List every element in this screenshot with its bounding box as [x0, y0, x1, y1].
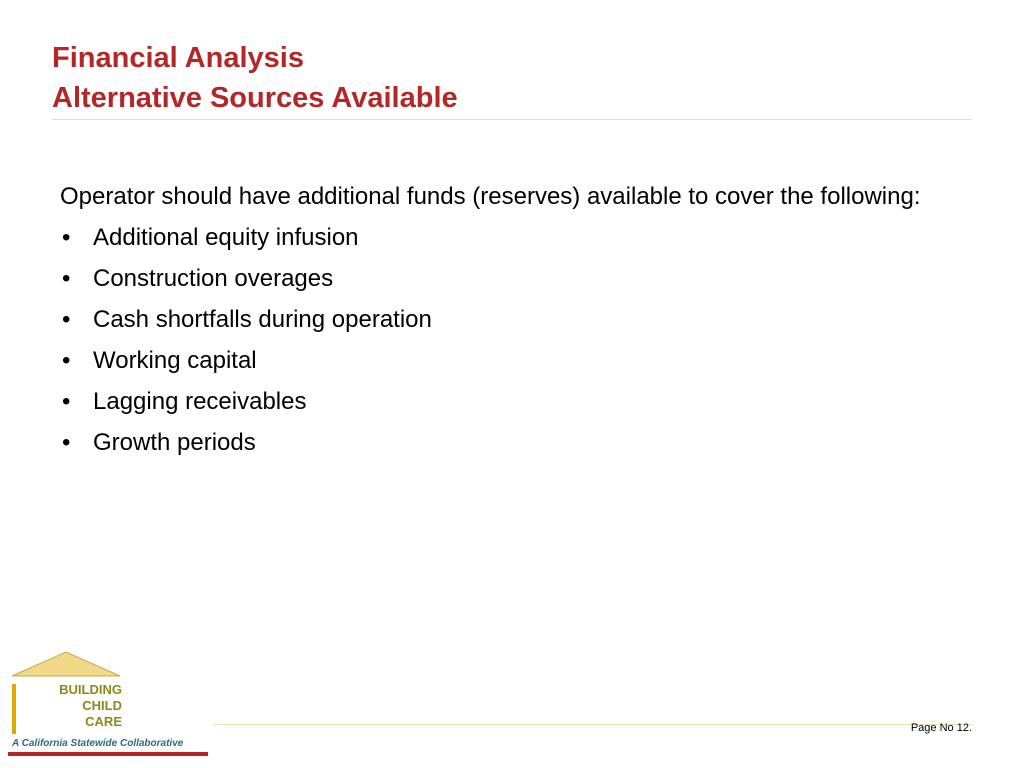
bullet-icon: • — [62, 224, 71, 251]
bullet-text: Working capital — [93, 347, 257, 374]
bullet-text: Construction overages — [93, 265, 334, 292]
bullet-list — [60, 221, 980, 459]
bullet-text: Additional equity infusion — [93, 224, 359, 251]
title-divider — [52, 119, 972, 120]
building-child-care-logo — [8, 650, 213, 758]
logo-line-2: CHILD — [82, 698, 122, 713]
page-number: Page No 12. — [910, 722, 972, 734]
bullet-text: Growth periods — [93, 429, 256, 456]
bullet-text: Cash shortfalls during operation — [93, 306, 432, 333]
logo-line-3: CARE — [85, 714, 122, 729]
bullet-item — [60, 262, 980, 295]
bullet-item — [60, 385, 980, 418]
bullet-item — [60, 221, 980, 254]
bullet-text: Lagging receivables — [93, 388, 307, 415]
slide-title — [52, 38, 458, 118]
logo-tagline: A California Statewide Collaborative — [12, 738, 184, 749]
title-line-2: Alternative Sources Available — [52, 82, 458, 114]
title-line-1: Financial Analysis — [52, 42, 304, 74]
bullet-icon: • — [62, 265, 71, 292]
slide-body — [60, 180, 980, 467]
bullet-icon: • — [62, 429, 71, 456]
footer-divider — [213, 724, 973, 725]
bullet-item — [60, 303, 980, 336]
logo-line-1: BUILDING — [59, 682, 122, 697]
bullet-item — [60, 344, 980, 377]
intro-text: Operator should have additional funds (reserves) available to cover the following: — [60, 183, 921, 210]
bullet-icon: • — [62, 388, 71, 415]
bullet-icon: • — [62, 347, 71, 374]
bullet-item — [60, 426, 980, 459]
bullet-icon: • — [62, 306, 71, 333]
